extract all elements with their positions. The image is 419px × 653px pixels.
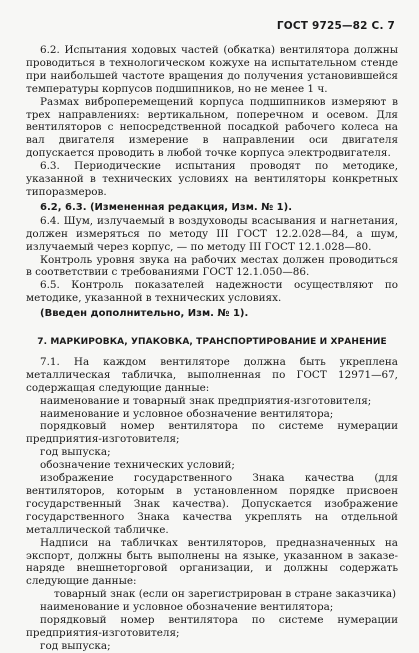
list-item: обозначение технических условий; xyxy=(40,459,235,472)
paragraph-6-5: 6.5. Контроль показателей надежности осуществляют по методике, указанной в технических условиях. xyxy=(26,279,398,305)
paragraph-6-3: 6.3. Периодические испытания проводят по методике, указанной в технических условиях на вентиляторы конкретных типоразмеров. xyxy=(26,160,398,198)
page-header: ГОСТ 9725—82 С. 7 xyxy=(276,20,395,32)
paragraph-7-1: 7.1. На каждом вентиляторе должна быть укреплена металлическая табличка, выполненная по ГОСТ 12971—67, содержащая следующие данные: xyxy=(26,355,398,394)
amendment-note-1: 6.2, 6.3. (Измененная редакция, Изм. № 1). xyxy=(40,201,293,213)
list-item: наименование и условное обозначение вентилятора; xyxy=(40,601,334,614)
paragraph-6-4: 6.4. Шум, излучаемый в воздуховоды всасывания и нагнетания, должен измеряться по методу III ГОСТ 12.2.028—84, а шум, излучаемый через корпус, — по методу III ГОСТ 12.1.028—80. xyxy=(26,214,398,253)
paragraph-6-2: 6.2. Испытания ходовых частей (обкатка) вентилятора должны проводиться в технологическом кожухе на испытательном стенде при наибольшей частоте вращения до получения установившейся температуры корпусов подшипников, но не менее 1 ч. xyxy=(26,44,398,95)
section-heading: 7. МАРКИРОВКА, УПАКОВКА, ТРАНСПОРТИРОВАНИЕ И ХРАНЕНИЕ xyxy=(37,337,387,348)
list-item: порядковый номер вентилятора по системе нумерации предприятия-изготовителя; xyxy=(26,420,398,446)
amendment-note-2: (Введен дополнительно, Изм. № 1). xyxy=(40,308,249,320)
list-item: наименование и условное обозначение вентилятора; xyxy=(40,407,334,420)
list-item: год выпуска; xyxy=(40,639,111,652)
list-item: порядковый номер вентилятора по системе нумерации предприятия-изготовителя; xyxy=(26,614,398,639)
list-item: товарный знак (если он зарегистрирован в стране заказчика) xyxy=(54,588,397,601)
list-item: наименование и товарный знак предприятия-изготовителя; xyxy=(40,394,372,407)
paragraph-vibration: Размах виброперемещений корпуса подшипников измеряют в трех направлениях: вертикальном, поперечном и осевом. Для вентиляторов с непосредственной посадкой рабочего колеса на вал двигателя измерение в направлении оси двигателя допускается проводить в любой точке корпуса электродвигателя. xyxy=(26,95,398,160)
paragraph-export-labels: Надписи на табличках вентиляторов, предназначенных на экспорт, должны быть выполнены на языке, указанном в заказе-наряде внешнеторговой организации, и должны содержать следующие данные: xyxy=(26,536,398,588)
list-item: изображение государственного Знака качества (для вентиляторов, которым в установленном порядке присвоен государственный Знак качества). Допускается изображение государственного Знака качества укреплять на отдельной металлической табличке. xyxy=(26,472,398,536)
list-item: год выпуска; xyxy=(40,446,111,459)
paragraph-sound-control: Контроль уровня звука на рабочих местах должен проводиться в соответствии с требованиями ГОСТ 12.1.050—86. xyxy=(26,253,398,279)
document-body xyxy=(26,44,398,653)
